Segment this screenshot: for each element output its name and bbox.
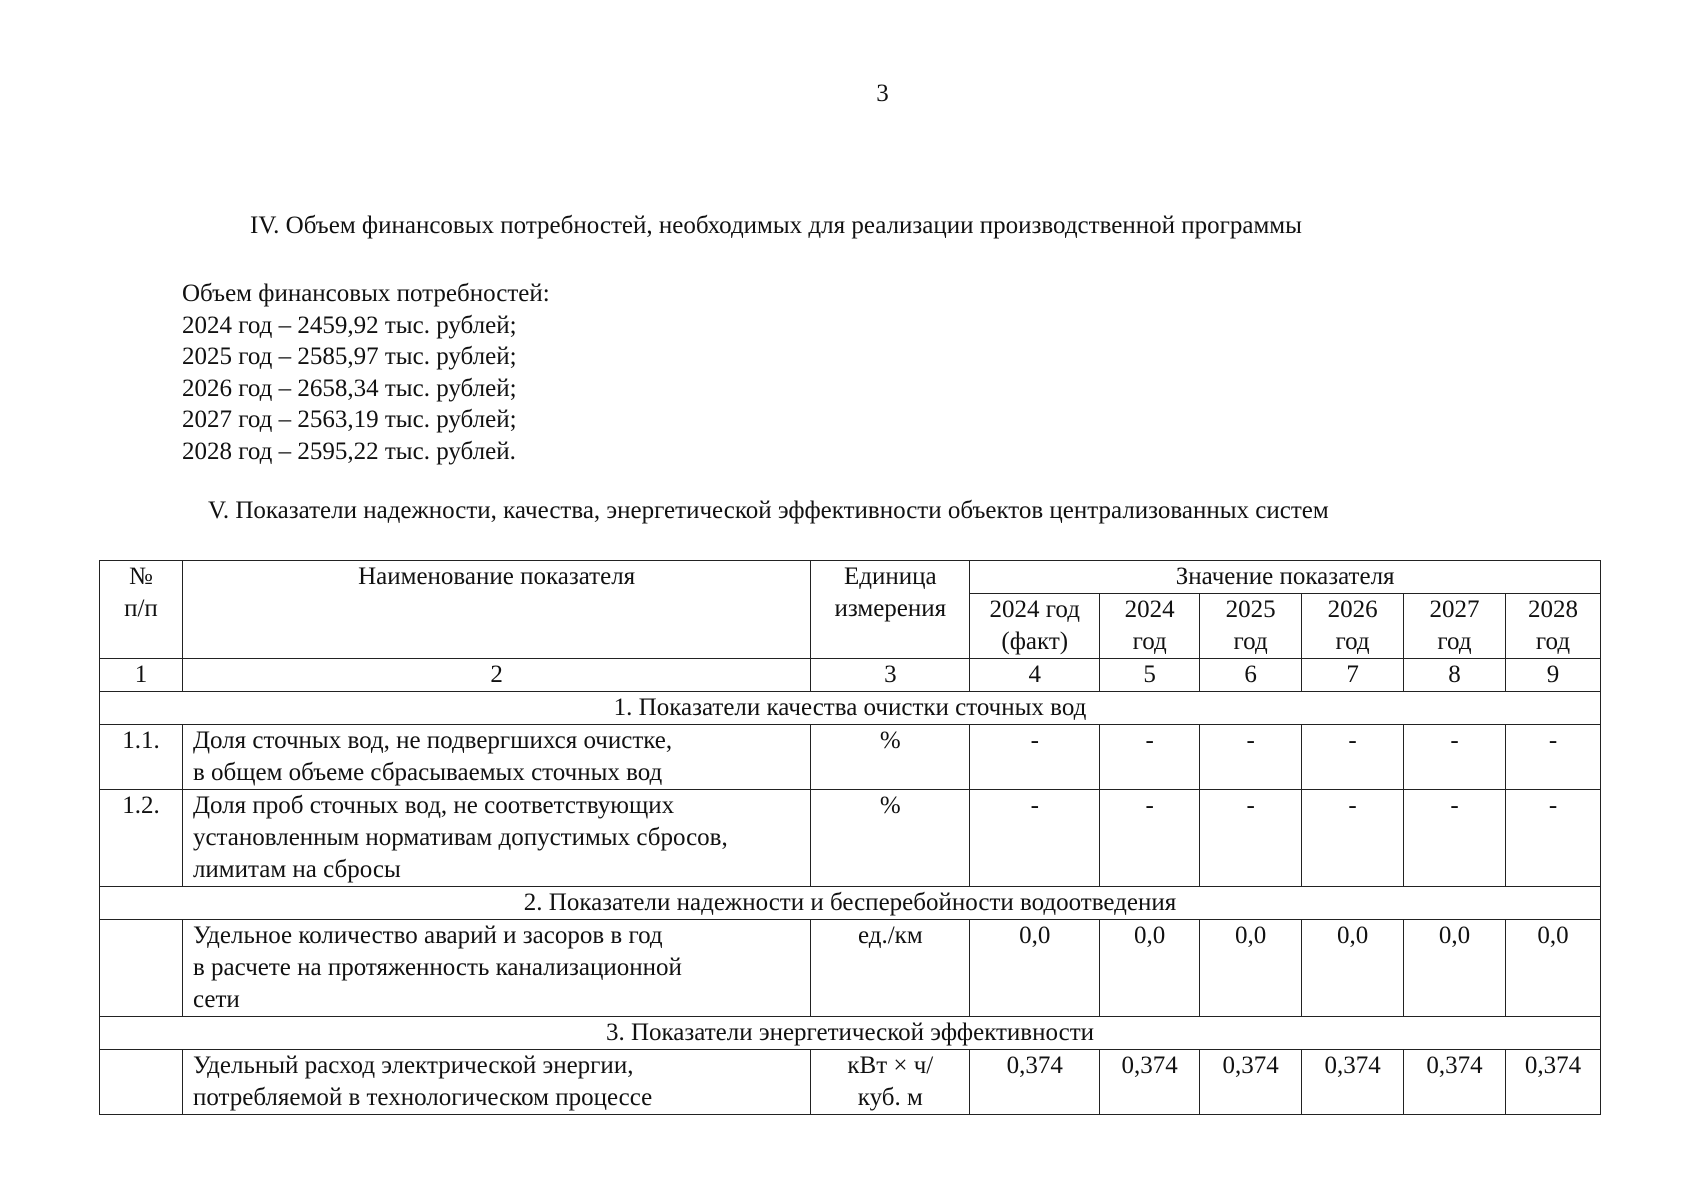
header-year: 2025 год	[1200, 594, 1302, 659]
row-value: 0,0	[970, 920, 1100, 1017]
row-unit: ед./км	[811, 920, 970, 1017]
row-name: Удельный расход электрической энергии, потребляемой в технологическом процессе	[182, 1050, 810, 1115]
row-value: -	[1404, 790, 1506, 887]
row-value: -	[1302, 790, 1404, 887]
row-unit: %	[811, 790, 970, 887]
row-value: -	[1100, 790, 1200, 887]
row-name: Удельное количество аварий и засоров в год в расчете на протяженность канализационной сети	[182, 920, 810, 1017]
financial-needs-line: 2025 год – 2585,97 тыс. рублей;	[182, 343, 517, 370]
indicators-table	[99, 560, 1601, 1115]
financial-needs-line: 2026 год – 2658,34 тыс. рублей;	[182, 374, 517, 402]
header-unit: Единица измерения	[811, 561, 970, 659]
section-5-heading: V. Показатели надежности, качества, энергетической эффективности объектов централизованных систем	[208, 497, 1329, 524]
row-value: 0,0	[1505, 920, 1600, 1017]
column-number: 6	[1200, 659, 1302, 692]
row-value: 0,374	[1100, 1050, 1200, 1115]
row-num	[100, 1050, 183, 1115]
column-number: 2	[182, 659, 810, 692]
row-value: -	[1302, 725, 1404, 790]
column-number: 8	[1404, 659, 1506, 692]
column-number: 5	[1100, 659, 1200, 692]
row-value: -	[1505, 790, 1600, 887]
group-heading-row	[100, 887, 1601, 920]
table-row	[100, 725, 1601, 790]
page-number: 3	[876, 80, 889, 107]
header-year: 2024 год (факт)	[970, 594, 1100, 659]
table-row	[100, 790, 1601, 887]
row-value: 0,374	[1302, 1050, 1404, 1115]
row-name: Доля проб сточных вод, не соответствующих установленным нормативам допустимых сбросов, лимитам на сбросы	[182, 790, 810, 887]
header-value-group: Значение показателя	[970, 561, 1601, 594]
column-number: 1	[100, 659, 183, 692]
financial-needs-line: 2024 год – 2459,92 тыс. рублей;	[182, 311, 517, 339]
row-value: 0,0	[1200, 920, 1302, 1017]
column-numbers-row	[100, 659, 1601, 692]
column-number: 9	[1505, 659, 1600, 692]
row-num: 1.1.	[100, 725, 183, 790]
group-heading-row	[100, 692, 1601, 725]
section-4-heading: IV. Объем финансовых потребностей, необходимых для реализации производственной программы	[250, 212, 1302, 239]
header-row	[100, 561, 1601, 594]
column-number: 4	[970, 659, 1100, 692]
row-value: 0,374	[1505, 1050, 1600, 1115]
row-value: -	[970, 725, 1100, 790]
row-value: -	[1200, 790, 1302, 887]
group-title: 1. Показатели качества очистки сточных вод	[100, 692, 1601, 725]
header-year: 2024 год	[1100, 594, 1200, 659]
row-value: 0,374	[1404, 1050, 1506, 1115]
financial-needs-block	[182, 278, 550, 467]
group-heading-row	[100, 1017, 1601, 1050]
table-row	[100, 1050, 1601, 1115]
row-value: 0,0	[1404, 920, 1506, 1017]
group-title: 3. Показатели энергетической эффективности	[100, 1017, 1601, 1050]
row-value: -	[1404, 725, 1506, 790]
header-name: Наименование показателя	[182, 561, 810, 659]
financial-needs-line: 2028 год – 2595,22 тыс. рублей.	[182, 437, 516, 465]
row-value: 0,0	[1302, 920, 1404, 1017]
row-value: 0,374	[970, 1050, 1100, 1115]
header-year: 2026 год	[1302, 594, 1404, 659]
row-unit: кВт × ч/ куб. м	[811, 1050, 970, 1115]
row-unit: %	[811, 725, 970, 790]
row-value: -	[1505, 725, 1600, 790]
table-row	[100, 920, 1601, 1017]
row-name: Доля сточных вод, не подвергшихся очистке, в общем объеме сбрасываемых сточных вод	[182, 725, 810, 790]
column-number: 7	[1302, 659, 1404, 692]
row-value: -	[970, 790, 1100, 887]
financial-needs-line: 2027 год – 2563,19 тыс. рублей;	[182, 406, 517, 433]
group-title: 2. Показатели надежности и бесперебойности водоотведения	[100, 887, 1601, 920]
header-year: 2027 год	[1404, 594, 1506, 659]
financial-needs-intro: Объем финансовых потребностей:	[182, 280, 550, 307]
row-value: -	[1100, 725, 1200, 790]
row-value: -	[1200, 725, 1302, 790]
column-number: 3	[811, 659, 970, 692]
row-num	[100, 920, 183, 1017]
header-year: 2028 год	[1505, 594, 1600, 659]
header-num: № п/п	[100, 561, 183, 659]
row-value: 0,0	[1100, 920, 1200, 1017]
row-num: 1.2.	[100, 790, 183, 887]
row-value: 0,374	[1200, 1050, 1302, 1115]
